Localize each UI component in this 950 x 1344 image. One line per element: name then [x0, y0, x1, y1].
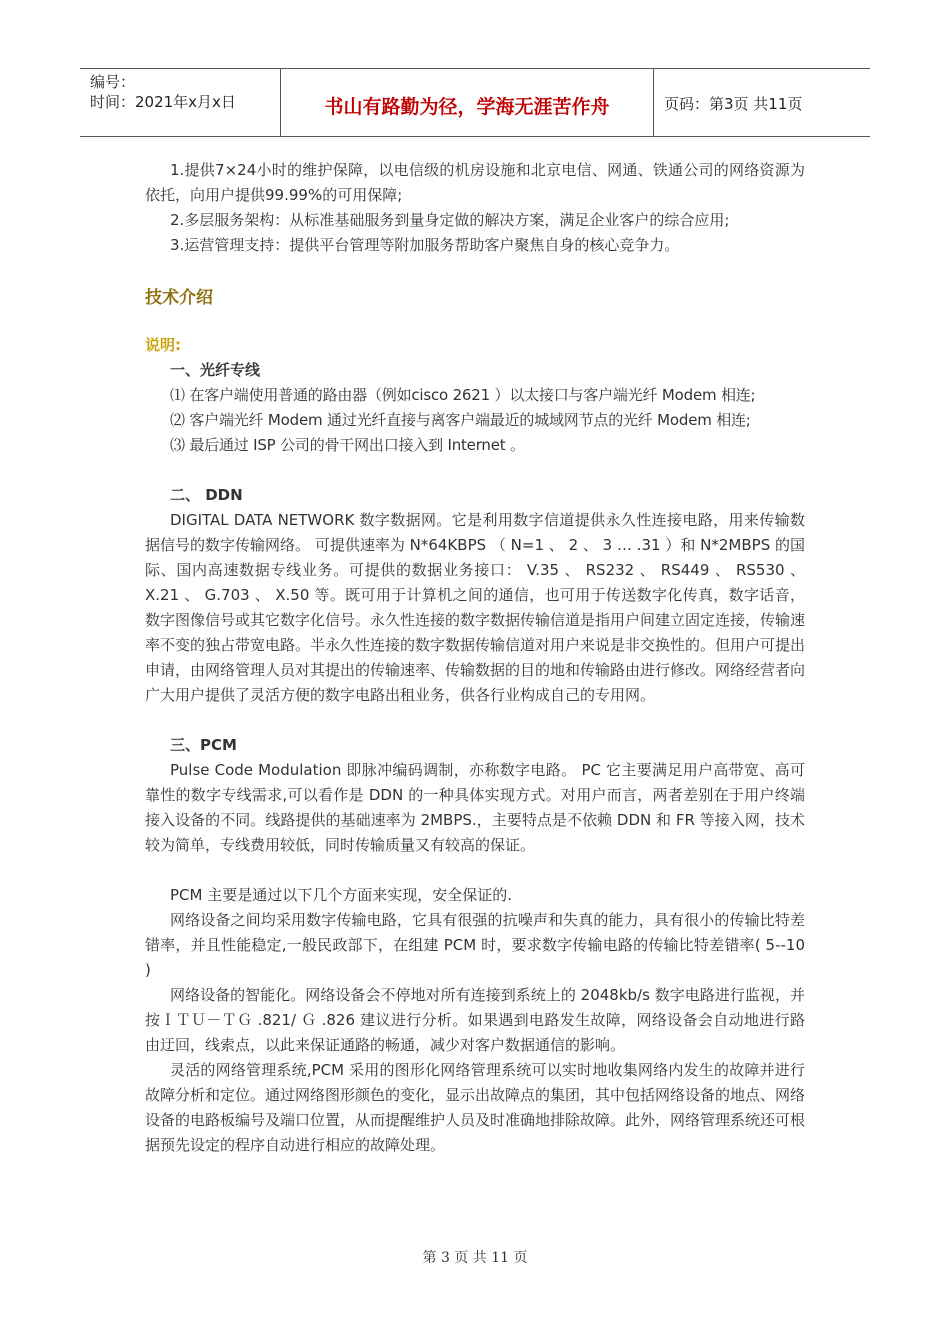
section-title-tech: 技术介绍 — [145, 288, 213, 308]
header-page-cell — [654, 69, 870, 136]
pcm-heading: 三、PCM — [170, 736, 237, 754]
fiber-item-2: ⑵ 客户端光纤 Modem 通过光纤直接与离客户端最近的城域网节点的光纤 Modem 相连; — [170, 411, 751, 429]
document-time-label: 时间：2021年x月x日 — [90, 93, 236, 111]
header-meta-cell — [80, 69, 281, 136]
ddn-heading: 二、 DDN — [170, 486, 243, 504]
header-motto: 书山有路勤为径，学海无涯苦作舟 — [324, 96, 610, 118]
header-page-number: 页码：第3页 共11页 — [664, 95, 803, 113]
fiber-item-3: ⑶ 最后通过 ISP 公司的骨干网出口接入到 Internet 。 — [170, 436, 525, 454]
ddn-body: DIGITAL DATA NETWORK 数字数据网。它是利用数字信道提供永久性连接电路，用来传输数据信号的数字传输网络。 可提供速率为 N*64KBPS （ N=1 、 2 、 3 … .31 ）和 N*2MBPS 的国际、国内高速数据专线业务。可提供的数据业务接口： V.35 、 RS232 、 RS449 、 RS530 、 X.21 、 G.703 、 X.50 等。既可用于计算机之间的通信，也可用于传送数字化传真，数字话音，数字图像信号或其它数字化信号。永久性连接的数字数据传输信道是指用户间建立固定连接，传输速率不变的独占带宽电路。半永久性连接的数字数据传输信道对用户来说是非交换性的。但用户可提出申请，由网络管理人员对其提出的传输速率、传输数据的目的地和传输路由进行修改。网络经营者向广大用户提供了灵活方便的数字电路出租业务，供各行业构成自己的专用网。 — [145, 511, 806, 704]
fiber-heading: 一、光纤专线 — [170, 361, 261, 379]
intro-item-1: 1.提供7×24小时的维护保障，以电信级的机房设施和北京电信、网通、铁通公司的网络资源为依托，向用户提供99.99%的可用保障; — [145, 161, 805, 204]
note-label: 说明: — [145, 336, 181, 354]
pcm-body: Pulse Code Modulation 即脉冲编码调制，亦称数字电路。 PC 它主要满足用户高带宽、高可靠性的数字专线需求,可以看作是 DDN 的一种具体实现方式。对用户而言，两者差别在于用户终端接入设备的不同。线路提供的基础速率为 2MBPS.，主要特点是不依赖 DDN 和 FR 等接入网，技术较为简单，专线费用较低，同时传输质量又有较高的保证。 — [145, 761, 805, 854]
intro-item-3: 3.运营管理支持：提供平台管理等附加服务帮助客户聚焦自身的核心竞争力。 — [170, 236, 680, 254]
page-header — [80, 68, 870, 137]
pcm-point-2: 网络设备的智能化。网络设备会不停地对所有连接到系统上的 2048kb/s 数字电路进行监视，并按ＩＴＵ－ＴＧ .821/ Ｇ .826 建议进行分析。如果遇到电路发生故障，网络设备会自动地进行路由迂回，线索点，以此来保证通路的畅通，减少对客户数据通信的影响。 — [145, 986, 805, 1054]
document-body — [145, 158, 805, 1158]
header-motto-cell — [281, 69, 654, 136]
intro-item-2: 2.多层服务架构：从标准基础服务到量身定做的解决方案，满足企业客户的综合应用; — [170, 211, 730, 229]
pcm-point-1: 网络设备之间均采用数字传输电路，它具有很强的抗噪声和失真的能力，具有很小的传输比特差错率，并且性能稳定,一般民政部下，在组建 PCM 时，要求数字传输电路的传输比特差错率( 5--10 ) — [145, 911, 805, 979]
document-number-label: 编号： — [90, 73, 136, 91]
pcm-security-intro: PCM 主要是通过以下几个方面来实现，安全保证的. — [170, 886, 512, 904]
page-footer: 第 3 页 共 11 页 — [422, 1250, 528, 1266]
fiber-item-1: ⑴ 在客户端使用普通的路由器（例如cisco 2621 ）以太接口与客户端光纤 Modem 相连; — [170, 386, 756, 404]
pcm-point-3: 灵活的网络管理系统,PCM 采用的图形化网络管理系统可以实时地收集网络内发生的故障并进行故障分析和定位。通过网络图形颜色的变化，显示出故障点的集团，其中包括网络设备的地点、网络设备的电路板编号及端口位置，从而提醒维护人员及时准确地排除故障。此外，网络管理系统还可根据预先设定的程序自动进行相应的故障处理。 — [145, 1061, 806, 1154]
